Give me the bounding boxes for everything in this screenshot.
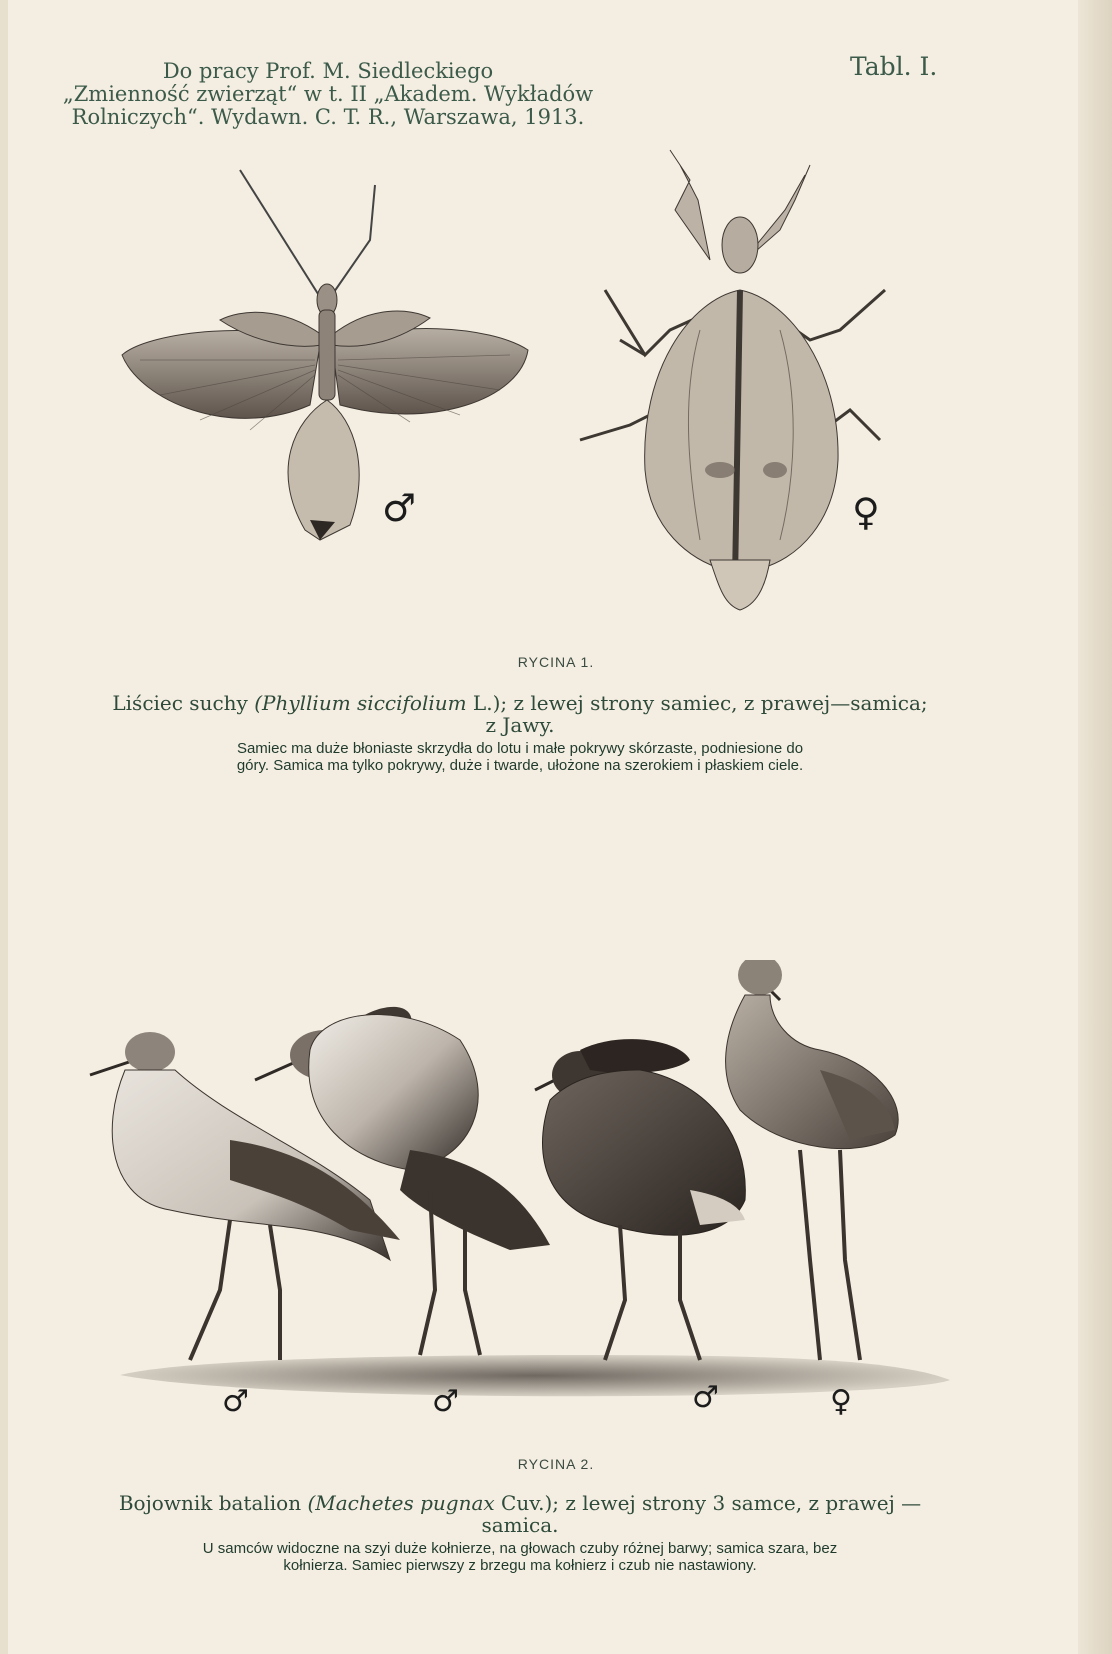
male-symbol-bird-2: ♂	[432, 1384, 459, 1419]
figure-1-caption-pre: Liściec suchy	[112, 691, 255, 715]
female-symbol-insect: ♀	[852, 490, 880, 534]
ruff-birds-photograph	[80, 960, 960, 1400]
figure-1-label: RYCINA 1.	[517, 654, 595, 670]
figure-1-description	[110, 740, 930, 774]
female-symbol-bird-4: ♀	[830, 1384, 852, 1419]
figure-1-caption-post: L.); z lewej strony samiec, z prawej—samica;	[466, 691, 928, 715]
male-symbol-bird-1: ♂	[222, 1384, 249, 1419]
female-leaf-insect-illustration	[550, 140, 910, 620]
plate-header	[48, 60, 608, 129]
figure-2-species: (Machetes pugnax	[307, 1491, 495, 1515]
header-line-3: Rolniczych“. Wydawn. C. T. R., Warszawa, 1913.	[71, 105, 585, 129]
figure-1-description-line-2: góry. Samica ma tylko pokrywy, duże i twarde, ułożone na szerokiem i płaskiem ciele.	[236, 757, 804, 774]
male-symbol-insect: ♂	[382, 486, 417, 530]
figure-2-caption-line-2: samica.	[481, 1513, 559, 1537]
figure-2-caption-post: Cuv.); z lewej strony 3 samce, z prawej —	[494, 1491, 922, 1515]
male-symbol-bird-3: ♂	[692, 1380, 719, 1415]
figure-2-description	[70, 1540, 970, 1574]
figure-2-description-line-2: kołnierza. Samiec pierwszy z brzegu ma kołnierz i czub nie nastawiony.	[283, 1557, 757, 1574]
figure-2-caption-pre: Bojownik batalion	[118, 1491, 308, 1515]
male-leaf-insect-illustration	[110, 160, 540, 580]
figure-1-caption	[50, 692, 990, 736]
header-line-2: „Zmienność zwierząt“ w t. II „Akadem. Wykładów	[62, 82, 594, 106]
plate-number: Tabl. I.	[850, 52, 938, 81]
page-right-edge	[1078, 0, 1112, 1654]
figure-1-species: (Phyllium siccifolium	[254, 691, 467, 715]
header-line-1: Do pracy Prof. M. Siedleckiego	[162, 59, 494, 83]
page-left-edge	[0, 0, 8, 1654]
figure-1-caption-line-2: z Jawy.	[485, 713, 555, 737]
figure-2-caption	[50, 1492, 990, 1536]
figure-2-description-line-1: U samców widoczne na szyi duże kołnierze, na głowach czuby różnej barwy; samica szara, bez	[202, 1540, 838, 1557]
figure-1-description-line-1: Samiec ma duże błoniaste skrzydła do lotu i małe pokrywy skórzaste, podniesione do	[236, 740, 804, 757]
figure-2-label: RYCINA 2.	[517, 1456, 595, 1472]
